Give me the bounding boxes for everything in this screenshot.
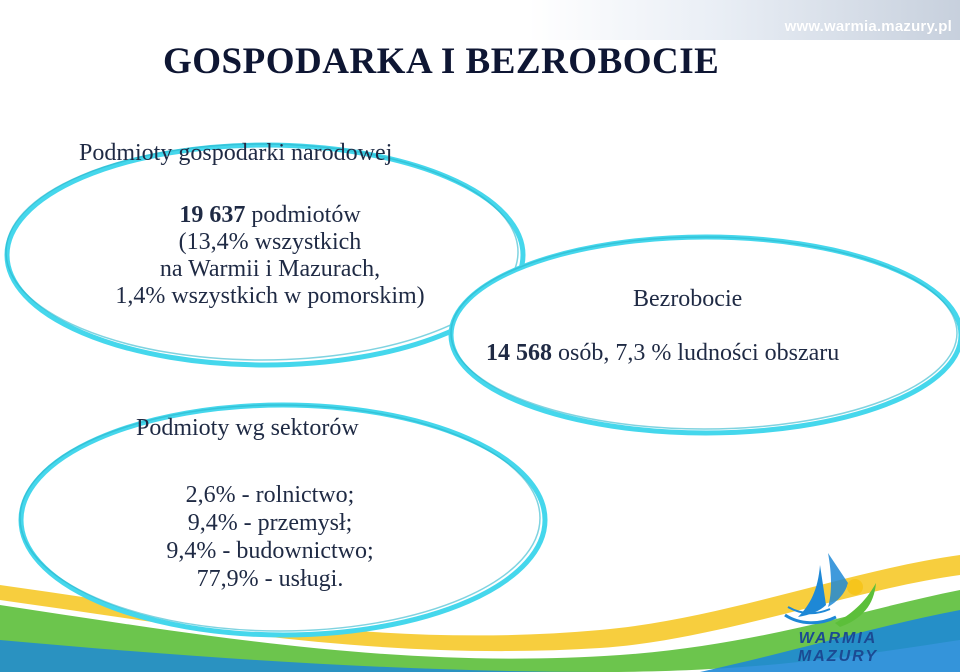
logo-text xyxy=(783,630,893,666)
entities-count-unit: podmiotów xyxy=(251,202,361,228)
unemployment-count: 14 568 xyxy=(486,340,552,366)
sector-item: 2,6% - rolnictwo; xyxy=(185,482,355,508)
entities-line-4: 1,4% wszystkich w pomorskim) xyxy=(115,283,425,309)
logo-line-1: WARMIA xyxy=(798,630,878,647)
sector-item: 9,4% - przemysł; xyxy=(187,510,353,536)
sectors-heading: Podmioty wg sektorów xyxy=(136,415,359,441)
entities-count: 19 637 xyxy=(179,202,246,228)
entities-line-3: na Warmii i Mazurach, xyxy=(159,256,381,282)
entities-count-line xyxy=(60,202,480,229)
unemployment-details xyxy=(486,340,839,367)
unemployment-heading: Bezrobocie xyxy=(633,286,743,312)
sector-item: 9,4% - budownictwo; xyxy=(166,538,374,564)
logo-line-2: MAZURY xyxy=(797,648,879,665)
ellipse-unemployment xyxy=(451,237,960,433)
entities-line-2: (13,4% wszystkich xyxy=(178,229,362,255)
entities-details xyxy=(60,202,480,310)
entities-heading: Podmioty gospodarki narodowej xyxy=(79,140,393,166)
sector-item: 77,9% - usługi. xyxy=(196,566,344,592)
sectors-list xyxy=(90,481,450,593)
unemployment-rest: osób, 7,3 % ludności obszaru xyxy=(552,340,840,366)
page-title: GOSPODARKA I BEZROBOCIE xyxy=(163,41,720,82)
site-url: www.warmia.mazury.pl xyxy=(784,18,952,35)
